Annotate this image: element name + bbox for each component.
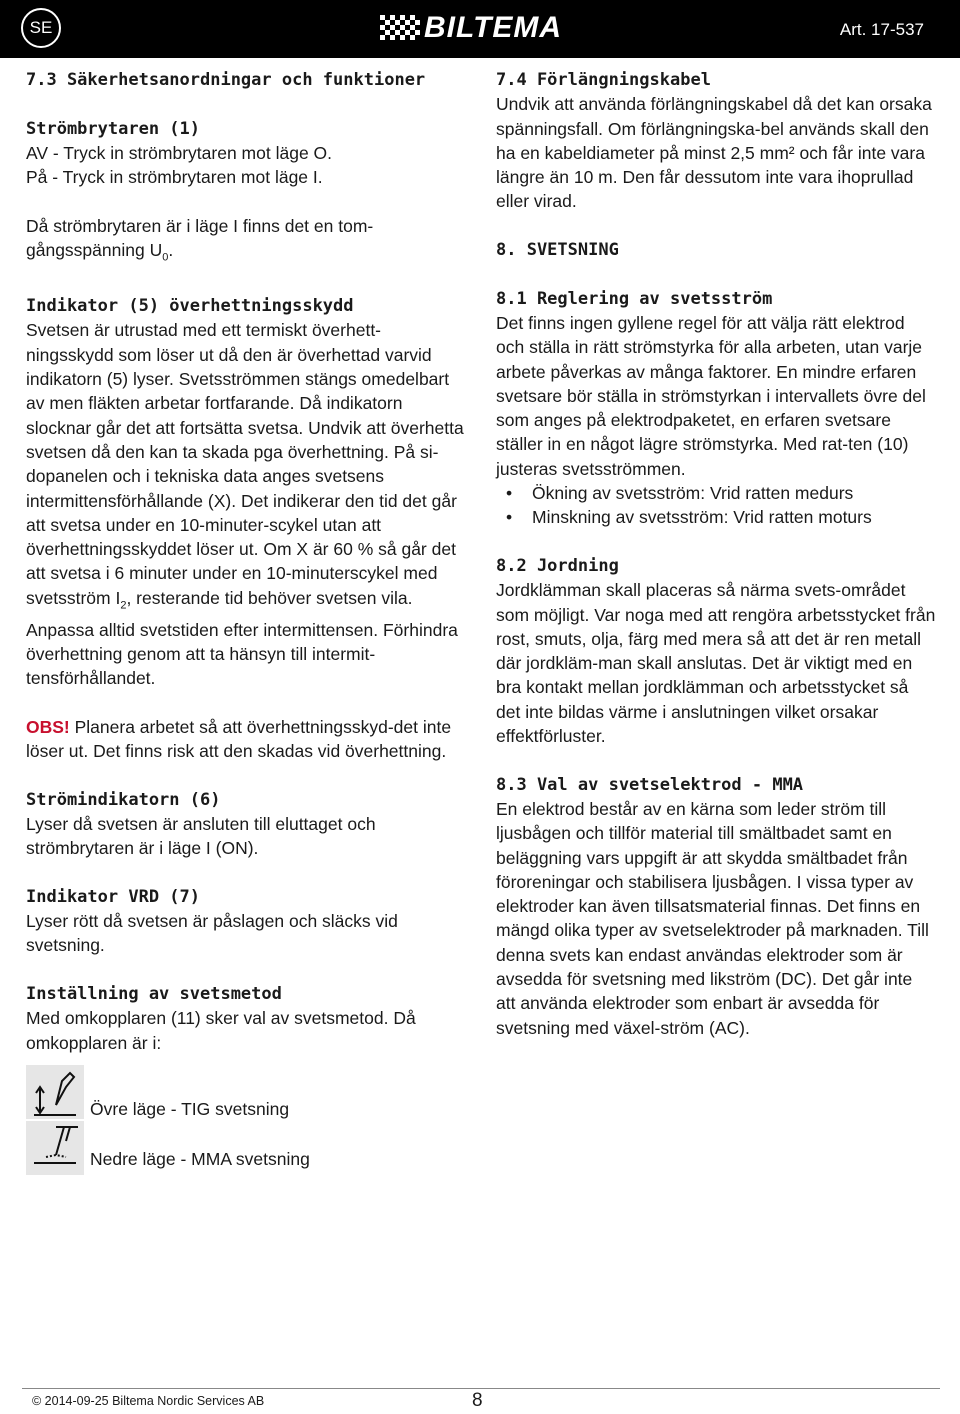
header-bar bbox=[0, 0, 960, 58]
vrd-title: Indikator VRD (7) bbox=[26, 886, 200, 907]
mode-tig-row bbox=[26, 1065, 466, 1121]
indicator-5-text: Svetsen är utrustad med ett termiskt överhett-ningsskydd som löser ut då den är överhettad varvid indikatorn (5) lyser. Svetsströmmen stängs omedelbart av men fläkten arbetar fortfarande. Då indikatorn slocknar går det att fortsätta svetsa. Undvik att överhetta svetsen då den kan ta skada pga överhettning. På si-dopanelen och i tekniska data anges svetsens intermittensförhållande (X). Det indikerar den tid det går att svetsa under en 10-minuter-scykel utan att överhettningsskyddet löser ut. Om X är 60 % så går det att svetsa i 6 minuter under en 10-minuterscykel med svetsström $I_2$, resterande tid behöver svetsen vila. Anpassa alltid svetstiden efter intermittensen. Förhindra överhettning genom att ta hänsyn till intermit-tensförhållandet. bbox=[26, 320, 464, 689]
idle-voltage-text-2: gångsspänning $U_0$. bbox=[26, 240, 174, 264]
indicator-6-title: Strömindikatorn (6) bbox=[26, 789, 221, 810]
heading-8-3: 8.3 Val av svetselektrod - MMA bbox=[496, 774, 804, 795]
tig-torch-icon bbox=[26, 1065, 84, 1119]
switch-on-text: På - Tryck in strömbrytaren mot läge I. bbox=[26, 167, 323, 188]
mode-mma-row bbox=[26, 1121, 466, 1177]
obs-label: OBS! bbox=[26, 716, 70, 737]
current-regulation-text: Det finns ingen gyllene regel för att välja rätt elektrod och ställa in rätt strömstyrka för alla arbeten, utan varje arbete påverkas av många faktorer. En mindre erfaren svetsare bör ställa in strömstyrkan i intervallets övre del som anges på elektrodpaketet, en erfaren svetsare ställer in en något lägre strömstyrka. Med rat-ten (10) justeras svetsströmmen. bbox=[496, 312, 926, 479]
mma-electrode-icon bbox=[26, 1121, 84, 1175]
method-text: Med omkopplaren (11) sker val av svetsmetod. Då omkopplaren är i: bbox=[26, 1008, 416, 1053]
footer-copyright: © 2014-09-25 Biltema Nordic Services AB bbox=[32, 1394, 265, 1408]
indicator-6-text: Lyser då svetsen är ansluten till eluttaget och strömbrytaren är i läge I (ON). bbox=[26, 813, 376, 859]
right-column bbox=[496, 68, 936, 1040]
indicator-5-title: Indikator (5) överhettningsskydd bbox=[26, 296, 354, 317]
heading-7-4: 7.4 Förlängningskabel bbox=[496, 70, 711, 90]
left-column bbox=[26, 68, 466, 1177]
checkered-flag-icon bbox=[380, 15, 420, 41]
electrode-text: En elektrod består av en kärna som leder ström till ljusbågen och tillför material till smältbadet samt en beläggning vars uppgift är att skydda smältbadet från föroreningar och stabilisera ljusbågen. I vissa typer av elektroder kan även tillsatsmaterial finnas. Det finns en mängd olika typer av svetselektroder på marknaden. Till denna svets kan endast användas elektroder som är avsedda för svetsning med likström (DC). Det går inte att använda elektroder som enbart är avsedda för svetsning med växel-ström (AC). bbox=[496, 798, 929, 1038]
list-item: • Minskning av svetsström: Vrid ratten moturs bbox=[532, 505, 936, 529]
language-badge: SE bbox=[21, 8, 61, 48]
switch-title: Strömbrytaren (1) bbox=[26, 118, 200, 139]
mode-mma-label: Nedre läge - MMA svetsning bbox=[90, 1148, 310, 1169]
vrd-text: Lyser rött då svetsen är påslagen och släcks vid svetsning. bbox=[26, 911, 398, 956]
idle-voltage-text-1: Då strömbrytaren är i läge I finns det en tom- bbox=[26, 215, 374, 236]
footer-divider bbox=[22, 1388, 940, 1389]
obs-warning: OBS! Planera arbetet så att överhettningsskyd-det inte löser ut. Det finns risk att den skadas vid överhettning. bbox=[26, 716, 452, 762]
mode-tig-label: Övre läge - TIG svetsning bbox=[90, 1098, 290, 1119]
heading-7-3: 7.3 Säkerhetsanordningar och funktioner bbox=[26, 70, 426, 90]
page-number: 8 bbox=[472, 1390, 483, 1411]
earthing-text: Jordklämman skall placeras så närma svets-området som möjligt. Var noga med att rengöra arbetsstycket från rost, smuts, olja, färg med mera så att det är ren metall där jordkläm-man skall anslutas. Det är viktigt med en bra kontakt mellan jordklämman och arbetsstycket så det inte bildas värme i anslutningen vilket orsakar effektförluster. bbox=[496, 580, 936, 747]
method-title: Inställning av svetsmetod bbox=[26, 983, 282, 1004]
brand-logo bbox=[380, 13, 562, 43]
current-bullet-list bbox=[496, 481, 936, 530]
article-number: Art. 17-537 bbox=[839, 20, 924, 39]
list-item: • Ökning av svetsström: Vrid ratten medurs bbox=[532, 481, 936, 505]
heading-8-2: 8.2 Jordning bbox=[496, 555, 619, 576]
heading-8-1: 8.1 Reglering av svetsström bbox=[496, 288, 773, 309]
switch-off-text: AV - Tryck in strömbrytaren mot läge O. bbox=[26, 142, 333, 163]
heading-8: 8. SVETSNING bbox=[496, 240, 619, 261]
extension-text: Undvik att använda förlängningskabel då det kan orsaka spänningsfall. Om förlängningska-bel används skall den ha en kabeldiameter på minst 2,5 mm² och får inte vara längre än 10 m. Den får dessutom inte vara ihoprullad eller virad. bbox=[496, 94, 932, 212]
brand-name: BILTEMA bbox=[424, 11, 563, 44]
